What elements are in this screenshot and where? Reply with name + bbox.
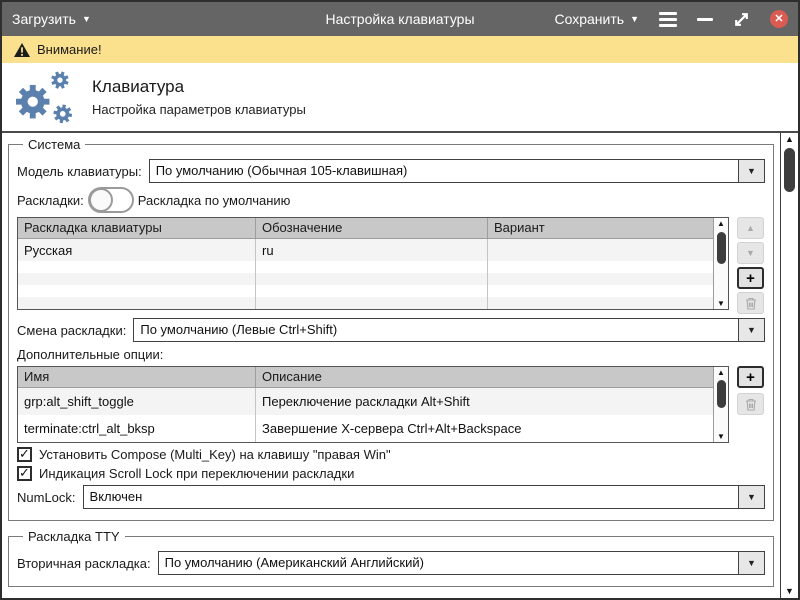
plus-icon: +	[746, 269, 755, 287]
compose-checkbox[interactable]: ✓	[17, 447, 32, 462]
secondary-layout-label: Вторичная раскладка:	[17, 555, 151, 571]
menu-icon[interactable]	[659, 12, 677, 27]
scroll-down-icon[interactable]: ▼	[717, 432, 725, 441]
table-cell[interactable]: Завершение X-сервера Ctrl+Alt+Backspace	[256, 415, 713, 442]
keyboard-model-select[interactable]	[149, 159, 765, 183]
close-button[interactable]: ✕	[770, 10, 788, 28]
scrolllock-checkbox[interactable]: ✓	[17, 466, 32, 481]
column-header[interactable]: Раскладка клавиатуры	[18, 218, 256, 239]
layout-switch-value: По умолчанию (Левые Ctrl+Shift)	[140, 322, 338, 337]
tty-group-legend: Раскладка TTY	[28, 529, 120, 544]
trash-icon	[745, 297, 757, 310]
secondary-layout-value: По умолчанию (Американский Английский)	[164, 555, 424, 570]
page-title: Клавиатура	[92, 77, 185, 96]
warning-icon	[14, 43, 30, 57]
warning-text: Внимание!	[37, 42, 102, 57]
chevron-down-icon[interactable]: ▼	[738, 486, 764, 508]
maximize-icon[interactable]	[733, 11, 750, 28]
chevron-down-icon[interactable]: ▼	[738, 552, 764, 574]
layouts-table-scrollbar[interactable]	[713, 218, 728, 309]
delete-option-button[interactable]	[737, 393, 764, 415]
table-cell[interactable]: Русская	[18, 239, 256, 261]
layouts-label: Раскладки:	[17, 192, 84, 208]
delete-layout-button[interactable]	[737, 292, 764, 314]
plus-icon: +	[746, 368, 755, 386]
options-table	[17, 366, 729, 443]
warning-banner	[2, 36, 798, 63]
table-cell[interactable]: terminate:ctrl_alt_bksp	[18, 415, 256, 442]
move-up-button[interactable]	[737, 217, 764, 239]
extra-options-label: Дополнительные опции:	[17, 347, 164, 362]
scrollbar-thumb[interactable]	[717, 232, 726, 264]
add-layout-button[interactable]	[737, 267, 764, 289]
arrow-down-icon: ▼	[746, 248, 755, 258]
gears-icon	[10, 67, 78, 127]
layouts-table	[17, 217, 729, 310]
scroll-down-icon[interactable]: ▼	[785, 586, 794, 596]
column-header[interactable]: Вариант	[488, 218, 713, 239]
load-dropdown-button[interactable]	[12, 11, 91, 27]
load-label: Загрузить	[12, 11, 76, 27]
scroll-up-icon[interactable]: ▲	[717, 368, 725, 377]
column-header[interactable]: Описание	[256, 367, 713, 388]
chevron-down-icon[interactable]: ▼	[738, 319, 764, 341]
system-group-legend: Система	[28, 137, 81, 152]
save-dropdown-button[interactable]	[555, 11, 640, 27]
options-table-scrollbar[interactable]	[713, 367, 728, 442]
scrollbar-thumb[interactable]	[717, 380, 726, 408]
table-cell[interactable]: Переключение раскладки Alt+Shift	[256, 388, 713, 415]
main-scrollbar[interactable]	[780, 133, 798, 598]
table-cell[interactable]	[488, 239, 713, 261]
secondary-layout-select[interactable]	[158, 551, 765, 575]
column-header[interactable]: Имя	[18, 367, 256, 388]
compose-checkbox-label: Установить Compose (Multi_Key) на клавишу "правая Win"	[39, 447, 391, 462]
add-option-button[interactable]	[737, 366, 764, 388]
column-header[interactable]: Обозначение	[256, 218, 488, 239]
keyboard-model-label: Модель клавиатуры:	[17, 163, 142, 179]
tty-group	[8, 529, 774, 587]
chevron-down-icon[interactable]: ▼	[738, 160, 764, 182]
chevron-down-icon: ▼	[81, 13, 91, 24]
titlebar	[2, 2, 798, 36]
minimize-button[interactable]	[697, 18, 713, 21]
scroll-up-icon[interactable]: ▲	[717, 219, 725, 228]
scroll-up-icon[interactable]: ▲	[785, 134, 794, 144]
arrow-up-icon: ▲	[746, 223, 755, 233]
chevron-down-icon: ▼	[630, 13, 639, 24]
trash-icon	[745, 398, 757, 411]
system-group	[8, 137, 774, 521]
settings-form	[2, 133, 780, 598]
scrollbar-thumb[interactable]	[784, 148, 795, 192]
move-down-button[interactable]	[737, 242, 764, 264]
toggle-knob	[89, 188, 113, 212]
numlock-label: NumLock:	[17, 489, 76, 505]
default-layout-toggle[interactable]	[88, 187, 134, 213]
layouts-toggle-label: Раскладка по умолчанию	[137, 192, 291, 208]
page-subtitle: Настройка параметров клавиатуры	[92, 102, 306, 117]
numlock-value: Включен	[89, 489, 143, 504]
save-label: Сохранить	[554, 11, 625, 27]
layout-switch-label: Смена раскладки:	[17, 322, 127, 338]
page-header	[2, 63, 798, 133]
layout-switch-select[interactable]	[133, 318, 765, 342]
keyboard-model-value: По умолчанию (Обычная 105-клавишная)	[155, 163, 408, 178]
window-title: Настройка клавиатуры	[325, 11, 475, 27]
scrolllock-checkbox-label: Индикация Scroll Lock при переключении раскладки	[39, 466, 355, 481]
numlock-select[interactable]	[83, 485, 765, 509]
table-cell[interactable]: ru	[256, 239, 488, 261]
table-cell[interactable]: grp:alt_shift_toggle	[18, 388, 256, 415]
scroll-down-icon[interactable]: ▼	[717, 299, 725, 308]
